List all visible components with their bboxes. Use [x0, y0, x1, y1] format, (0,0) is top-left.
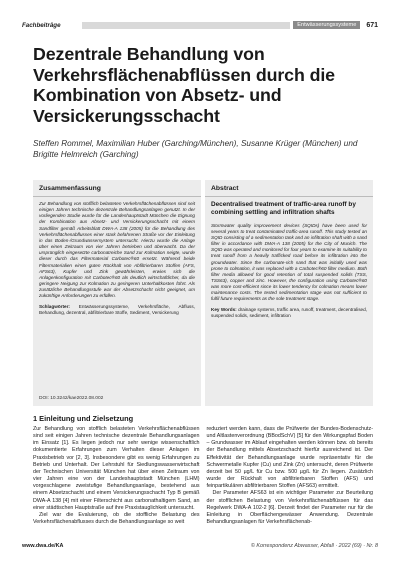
header-rule: [82, 22, 290, 29]
page-number: 671: [366, 21, 378, 29]
footer-url[interactable]: www.dwa.de/KA: [22, 542, 64, 549]
body-columns: [33, 426, 373, 526]
body-column-left: [33, 426, 200, 526]
summary-keywords: [39, 304, 195, 316]
section-label: Fachbeiträge: [22, 21, 61, 29]
abstract-text: Stormwater quality improvement devices (SQIDs) have been used for several years to treat contaminated traffic-area runoff. This study tested an SQID consisting of a sedimentation tank and an infiltration shaft with a sand filter in accordance with DWA-A 138 (2005) for the City of Munich. The SQID was operated and monitored for four years to examine its suitability to treat runoff from a heavily trafficked road before its infiltration into the groundwater. Since the carbonate-rich sand that was initially used was prone to colmation, it was replaced with a Carbotec®60 filter medium. Both filter media allowed for good retention of total suspended solids (TSS, TSS63), copper and zinc. However, the configuration using Carbotec®60 was more cost-efficient since its lower tendency for colmation means lower maintenance costs. The tested sedimentation stage was not sufficient to fulfil future requirements as the sole treatment stage.: [211, 222, 367, 302]
abstract-title: Decentralised treatment of traffic-area runoff by combining settling and infiltration shafts: [211, 201, 356, 216]
page-footer: [22, 541, 378, 550]
paragraph: Ziel war die Evaluierung, ob die stoffliche Belastung des Verkehrsflächenabflusses durch die Behandlungsanlage so weit: [33, 511, 200, 526]
summary-keywords-label: Schlagwörter:: [39, 303, 70, 309]
abstract-heading: Abstract: [205, 180, 373, 197]
abstract-keywords-label: Key Words:: [211, 306, 237, 312]
doi: DOI: 10.3242/kae2022.08.002: [39, 396, 104, 401]
paragraph: reduziert werden kann, dass die Prüfwerte der Bundes-Bodenschutz- und Altlastenverordnung (BBodSchV) [5] für den Wirkungspfad Boden – Grundwasser im Ablauf eingehalten werden können bzw. ob bereits der Behandlung mittels Absetzschacht hierfür ausreichend ist. Der Effektivität der Behandlungsanlage wurde repräsentativ für die Schwermetalle Kupfer (Cu) und Zink (Zn) untersucht, deren Prüfwerte derzeit bei 50 µg/L für Cu bzw. 500 µg/L für Zn liegen. Zusätzlich wurde der Rückhalt von abfiltrierbaren Stoffen (AFS) und feinpartikulären abfiltrierbaren Stoffen (AFS63) ermittelt.: [206, 426, 373, 490]
footer-citation: © Korrespondenz Abwasser, Abfall · 2022 (69) · Nr. 8: [250, 542, 378, 549]
abstract-boxes: [33, 180, 373, 406]
article-title: Dezentrale Behandlung von Verkehrsflächenabflüssen durch die Kombination von Absetz- und Versickerungsschacht: [33, 44, 335, 126]
body-column-right: [207, 426, 374, 526]
paragraph: Zur Behandlung von stofflich belasteten Verkehrsflächenabflüssen sind seit einigen Jahren technische dezentrale Behandlungsanlagen im Einsatz [1]. Es liegen jedoch nur sehr wenige wissenschaftlich dokumentierte Erfahrungen zum Verhalten dieser Anlagen im Praxisbetrieb vor [2, 3]. Insbesondere gibt es wenig Erfahrungen zu Betrieb und Unterhalt. Der Lehrstuhl für Siedlungswasserwirtschaft der Technischen Universität München hat über einen Zeitraum von vier Jahren eine von der Landeshauptstadt München (LHM) vorgeschlagene zweistufige Behandlungsanlage, bestehend aus einem Absetzschacht und einem Versickerungsschacht Typ B gemäß DWA-A 138 [4] mit einer Filterschicht aus carbonathaltigem Sand, an einer städtischen Hauptstraße auf ihre Praxistauglichkeit untersucht.: [33, 426, 200, 511]
paragraph: Der Parameter AFS63 ist ein wichtiger Parameter zur Beurteilung der stofflichen Belastung von Verkehrsflächenabflüssen für das Regelwerk DWA-A 102-2 [6]. Derzeit findet der Parameter nur für die Einleitung in Oberflächengewässer Anwendung. Dezentrale Behandlungsanlagen für Verkehrsflächenab-: [206, 490, 373, 526]
section-heading: 1 Einleitung und Zielsetzung: [33, 414, 134, 423]
summary-body: [33, 197, 201, 320]
summary-box-de: [33, 180, 201, 406]
abstract-keywords: [211, 307, 367, 319]
article-authors: Steffen Rommel, Maximilian Huber (Garching/München), Susanne Krüger (München) und Brigitte Helmreich (Garching): [33, 139, 358, 159]
summary-text: Zur Behandlung von stofflich belasteten Verkehrsflächenabflüssen sind seit einigen Jahren technische dezentrale Behandlungsanlagen genutzt. In der vorliegenden Studie wurde für die Landeshauptstadt München die Eignung der Kombination aus Absetz- und Versickerungsschacht mit einem Sandfilter gemäß Arbeitsblatt DWA-A 138 (2005) für die Behandlung des Verkehrsflächenabflusses einer stark befahrenen Straße vor der Einleitung in das Boden-/Grundwassersystem untersucht. Hierzu wurde die Anlage über einen Zeitraum von vier Jahren betrieben und überwacht. Da der ursprünglich eingesetzte carbonatreiche Sand zur Kolmation neigte, wurde dieser durch das Filtermaterial Carbotec®60 ersetzt. Während beide Filtermaterialien einen guten Rückhalt von Abfiltrierbaren Stoffen (AFS, AFS63), Kupfer und Zink gewährleisten, erwies sich die Anlagenkonfiguration mit Carbotec®60 als deutlich wirtschaftlicher, da die geringere Neigung zur Kolmation zu geringeren Unterhaltkosten führt. Als zusätzliche Behandlungsstufe war der Absetzschacht nicht geeignet, um zukünftige Anforderungen zu erfüllen.: [39, 201, 195, 299]
abstract-body: [205, 219, 373, 323]
running-header: [22, 19, 378, 31]
category-tag: Entwässerungssysteme: [293, 21, 360, 29]
abstract-box-en: [205, 180, 373, 406]
summary-heading: Zusammenfassung: [33, 180, 201, 197]
summary-keywords-text: Entwässerungssysteme, Verkehrsfläche, Abfluss, Behandlung, dezentral, abfiltrierbare Stoffe, Sediment, Versickerung: [39, 303, 195, 315]
abstract-keywords-text: drainage systems, traffic area, runoff, treatment, decentralised, suspended solids, sediment, infiltration: [211, 306, 368, 318]
